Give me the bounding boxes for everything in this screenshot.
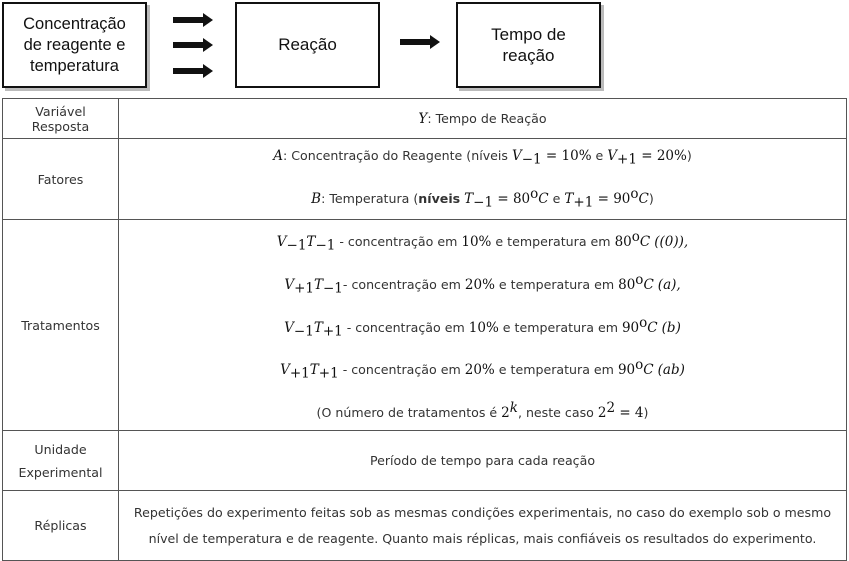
factor-b-symbol: B xyxy=(311,190,322,207)
table-row-replicas xyxy=(3,491,847,561)
note-middle: , neste caso xyxy=(517,405,598,421)
factors-cell xyxy=(119,139,847,220)
factor-b xyxy=(127,177,838,220)
note-base: 2 xyxy=(501,405,510,422)
output-box xyxy=(456,2,601,88)
factor-b-low-degree: o xyxy=(530,185,539,202)
treatment-t-symbol: T xyxy=(313,277,323,294)
treatment-t-sub: −1 xyxy=(315,237,336,254)
input-box-label: Concentração de reagente e temperatura xyxy=(23,14,126,75)
factor-b-low-symbol: T xyxy=(464,190,474,207)
treatment-degree: o xyxy=(631,229,640,246)
treatment-v-symbol: V xyxy=(276,234,287,251)
factor-a-low-symbol: V xyxy=(511,148,522,164)
treatment-temperature: 90 xyxy=(617,362,636,379)
treatment-t-symbol: T xyxy=(313,319,323,336)
factor-a-high-value: = 20% xyxy=(636,148,687,164)
treatment-mid: e temperatura em xyxy=(494,277,619,293)
response-math: Y xyxy=(418,110,428,127)
treatment-t-sub: +1 xyxy=(322,323,343,340)
factor-b-high-sub: +1 xyxy=(573,194,594,211)
treatment-degree: o xyxy=(635,357,644,374)
treatment-desc: - concentração em xyxy=(338,362,465,378)
factor-b-high-symbol: T xyxy=(564,190,574,207)
factor-b-close: ) xyxy=(648,190,654,206)
treatment-concentration: 10% xyxy=(461,234,492,251)
treatment-concentration: 20% xyxy=(464,277,495,294)
treatment-concentration: 10% xyxy=(468,319,499,336)
factor-a-and: e xyxy=(591,148,608,163)
unit-cell: Período de tempo para cada reação xyxy=(119,431,847,491)
treatment-degree: o xyxy=(635,271,644,288)
treatment-v-sub: −1 xyxy=(286,237,307,254)
note-base-2: 2 xyxy=(597,405,607,422)
row-label-treatments: Tratamentos xyxy=(3,220,119,431)
treatment-v-symbol: V xyxy=(284,319,294,336)
treatment-v-sub: +1 xyxy=(289,366,310,383)
treatment-temperature: 80 xyxy=(614,234,632,251)
row-label-response: Variável Resposta xyxy=(3,99,119,139)
treatment-t-symbol: T xyxy=(309,362,319,379)
treatment-temperature: 90 xyxy=(621,319,640,336)
factor-a-close: ) xyxy=(686,148,692,163)
treatment-v-symbol: V xyxy=(284,277,295,294)
factor-a-text: : Concentração do Reagente (níveis xyxy=(282,148,512,163)
treatment-desc: - concentração em xyxy=(342,319,469,335)
factor-a-symbol: A xyxy=(273,148,283,164)
treatment-t-sub: −1 xyxy=(322,280,343,297)
treatment-count-note xyxy=(127,391,838,430)
treatment-unit: C xyxy=(643,362,654,379)
treatment-t-symbol: T xyxy=(306,234,316,251)
arrow-right-icon xyxy=(400,35,440,49)
response-cell xyxy=(119,99,847,139)
table-row-response xyxy=(3,99,847,139)
treatment-code: (ab) xyxy=(657,362,685,379)
treatment-unit: C xyxy=(647,319,658,336)
treatment-v-symbol: V xyxy=(280,362,290,379)
row-label-factors: Fatores xyxy=(3,139,119,220)
row-label-replicas: Réplicas xyxy=(3,491,119,561)
factor-b-high-value: = 90 xyxy=(593,190,631,207)
note-equals: = 4 xyxy=(615,405,644,422)
arrow-right-icon xyxy=(173,38,213,52)
table-row-unit xyxy=(3,431,847,491)
factor-a-low-value: = 10% xyxy=(541,148,592,164)
treatment-code: ((0)), xyxy=(654,234,689,251)
table-row-treatments xyxy=(3,220,847,431)
factor-b-low-sub: −1 xyxy=(473,194,494,211)
note-close: ) xyxy=(643,405,649,421)
factor-b-and: e xyxy=(548,190,565,206)
treatment-mid: e temperatura em xyxy=(498,319,622,335)
factor-a xyxy=(127,139,838,177)
process-box-label: Reação xyxy=(278,35,337,54)
note-exponent: k xyxy=(509,400,518,417)
treatment-code: (a), xyxy=(657,277,681,294)
treatment-desc: - concentração em xyxy=(335,234,462,250)
factor-a-low-sub: −1 xyxy=(521,151,542,168)
factor-b-low-value: = 80 xyxy=(493,190,531,207)
factor-a-high-symbol: V xyxy=(607,148,618,164)
treatment-mid: e temperatura em xyxy=(491,234,615,250)
treatments-cell xyxy=(119,220,847,431)
note-exponent-2: 2 xyxy=(606,400,616,417)
treatment-unit: C xyxy=(643,277,654,294)
replicas-cell xyxy=(119,491,847,561)
experiment-design-table xyxy=(2,98,847,561)
treatment-line xyxy=(127,220,838,263)
arrow-right-icon xyxy=(173,13,213,27)
factor-a-high-sub: +1 xyxy=(617,151,637,168)
flow-diagram xyxy=(0,0,849,92)
note-prefix: (O número de tratamentos é xyxy=(316,405,502,421)
treatment-line xyxy=(127,263,838,306)
factor-b-high-degree: o xyxy=(630,185,639,202)
row-label-unit: Unidade Experimental xyxy=(3,431,119,491)
treatment-v-sub: −1 xyxy=(293,323,314,340)
treatment-t-sub: +1 xyxy=(318,366,339,383)
input-box xyxy=(2,2,147,88)
factor-b-text: : Temperatura ( xyxy=(321,190,419,206)
treatment-mid: e temperatura em xyxy=(494,362,618,378)
treatment-line xyxy=(127,306,838,349)
response-text: : Tempo de Reação xyxy=(427,110,547,126)
factor-b-high-unit: C xyxy=(638,190,649,207)
output-box-label: Tempo de reação xyxy=(491,25,566,65)
treatment-line xyxy=(127,348,838,391)
treatment-concentration: 20% xyxy=(464,362,495,379)
treatment-desc: - concentração em xyxy=(342,277,465,293)
treatment-v-sub: +1 xyxy=(294,280,314,297)
process-box xyxy=(235,2,380,88)
factor-b-low-unit: C xyxy=(538,190,549,207)
treatment-degree: o xyxy=(639,314,648,331)
replicas-text: Repetições do experimento feitas sob as mesmas condições experimentais, no caso do exemplo sob o mesmo nível de temperatura e de reagente. Quanto mais réplicas, mais confiáveis os resultados do experimento. xyxy=(133,504,832,546)
treatment-code: (b) xyxy=(661,319,681,336)
table-row-factors xyxy=(3,139,847,220)
treatment-unit: C xyxy=(639,234,651,251)
arrow-right-icon xyxy=(173,64,213,78)
factor-b-bold: níveis xyxy=(418,190,461,206)
treatment-temperature: 80 xyxy=(618,277,636,294)
